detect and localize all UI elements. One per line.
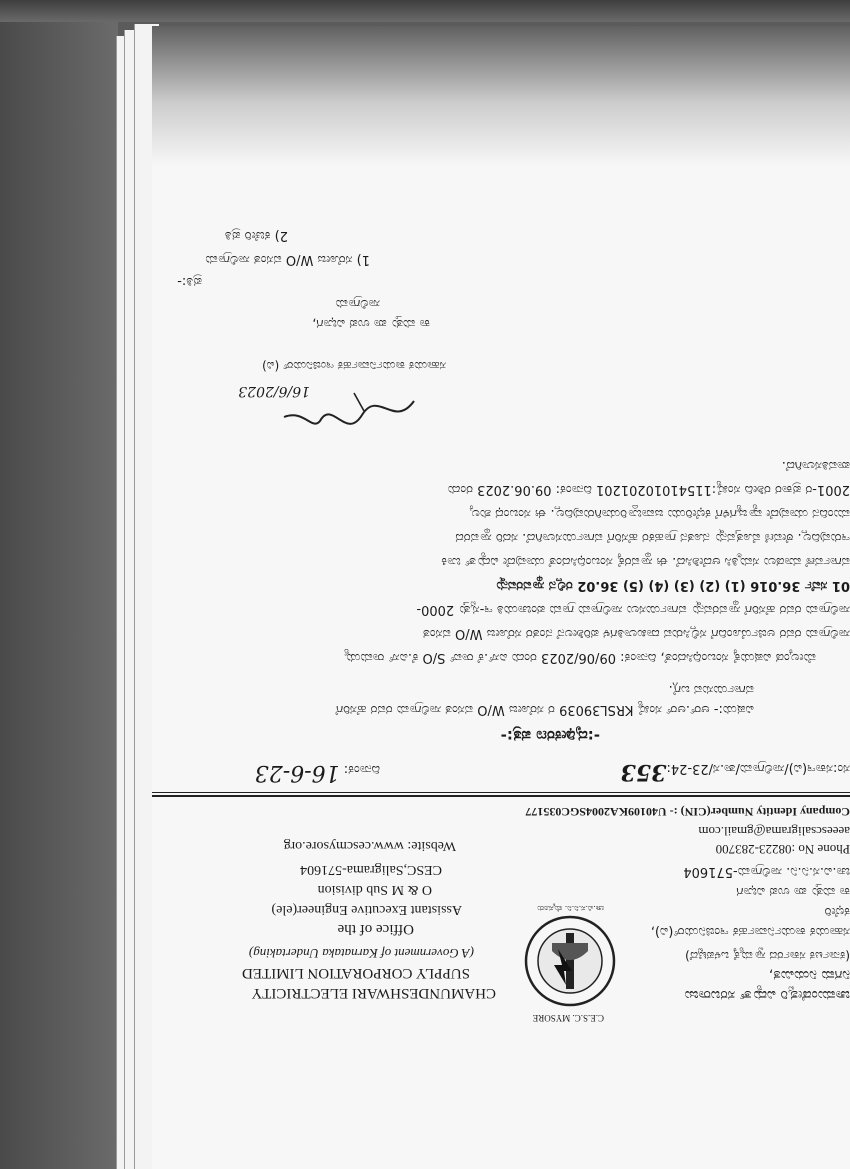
body-line: ಮೇಲ್ಕಂಡ ವಿಷಯಕ್ಕೆ ಸಂಬಂಧಿಸಿದಂತೆ, ದಿನಾಂಕ: 09/06/2023 ರಂದು ಎಸ್.ಕೆ ರಾವ್ S/O ಕೆ.ಎಸ್ ರಾಮಯ್ಯ xyxy=(344,650,816,665)
email-address: aeeescsaligrama@gmail.com xyxy=(698,824,850,839)
letter-content-upside-down xyxy=(152,26,850,1169)
body-line: 2001-ರ ಪ್ರಕಾರ ರಶೀದಿ ಸಂಖ್ಯೆ:11541010201201 ದಿನಾಂಕ: 09.06.2023 ರಂದು xyxy=(447,482,850,497)
letter-subject: ವಿಷಯ:- ಆರ್.ಆರ್ ಸಂಖ್ಯೆ KRSL39039 ರ ಸರೋಜ W/O ವಸಂತ ಸಾಲಿಗ್ರಾಮ ರವರ ಹೆಸರಿಗೆ xyxy=(335,702,754,717)
logo-ring-text: C.E.S.C. MYSORE xyxy=(532,1013,604,1023)
org-name-kn-2: ನಿಗಮ ನಿಯಮಿತ, xyxy=(768,967,850,983)
reference-number: ಸಂ:ಸಕಾಇ(ವಿ)/ಸಾಲಿಗ್ರಾಮ/ತಾ.ಸ/23-24:353 xyxy=(620,759,850,785)
cesc-logo xyxy=(522,904,618,1023)
signature-date-handwritten: 16/6/2023 xyxy=(238,383,310,399)
body-line: ಮುಂದಿನ ಯಾವುದೇ ವ್ಯಾಜ್ಯಗಳಿಗೆ ಕಛೇರಿಯು ಜವಾಬ್ದಾರಿಯಾಗಿರುವುದಿಲ್ಲ. ಈ ಸಂಬಂಧ ಶುಲ್ಕ xyxy=(470,506,850,521)
phone-number: Phone No :08223-283700 xyxy=(715,842,850,857)
copy-to-line: 2) ಕಚೇರಿ ಪ್ರತಿ xyxy=(224,228,288,243)
letter-title: -:ದೃಢೀಕರಣ ಪತ್ರ:- xyxy=(500,727,600,745)
org-undertaking-en: (A Government of Karnataka Undertaking) xyxy=(248,946,474,961)
org-undertaking-kn: (ಕರ್ನಾಟಕ ಸರ್ಕಾರದ ಸ್ವಾಮ್ಯಕ್ಕೆ ಒಳಪಟ್ಟಿದೆ) xyxy=(685,949,850,963)
header-divider xyxy=(152,795,850,797)
reference-handwritten: 353 xyxy=(620,759,667,785)
office-title-en: Assistant Executive Engineer(ele) xyxy=(271,902,462,917)
copy-to-line: 1) ಸರೋಜ W/O ವಸಂತ ಸಾಲಿಗ್ರಾಮ xyxy=(205,252,370,267)
signatory-designation: ಸಹಾಯಕ ಕಾರ್ಯನಿರ್ವಾಹಕ ಇಂಜಿನಿಯರ್ (ವಿ) xyxy=(262,359,446,373)
website: Website: www.cescmysore.org xyxy=(283,838,456,853)
body-line: ಇರುವುದಿಲ್ಲ. ಠೇವಣಿ ಮೊತ್ತವನ್ನು ನೂತನ ಗ್ರಾಹಕರ ಹೆಸರಿಗೆ ವರ್ಗಾಯಿಸಲಾಗಿದೆ. ಸದರಿ ಸ್ಥಾವರದ xyxy=(455,530,850,545)
reference-date-handwritten: 16-6-23 xyxy=(254,760,340,785)
division-en: O & M Sub division xyxy=(317,882,432,897)
body-line: ಪಾವತಿಸಲಾಗಿದೆ. xyxy=(781,458,850,473)
scanner-top-edge xyxy=(0,0,850,22)
place-kn: ಚಾ.ವಿ.ಸ.ನಿ.ನಿ. ಸಾಲಿಗ್ರಾಮ-571604 xyxy=(683,864,850,879)
copy-to-label: ಪ್ರತಿ:- xyxy=(177,274,202,289)
org-name-kn: ಚಾಮುಂಡೇಶ್ವರಿ ವಿದ್ಯುತ್ ಸರಬರಾಜು xyxy=(684,987,850,1003)
letter-page xyxy=(152,26,850,1169)
org-name-en: CHAMUNDESHWARI ELECTRICITY xyxy=(251,985,496,1001)
header-divider-thin xyxy=(152,792,850,793)
office-of-en: Office of the xyxy=(337,921,414,937)
org-name-en-2: SUPPLY CORPORATION LIMITED xyxy=(242,965,470,981)
office-title-kn: ಸಹಾಯಕ ಕಾರ್ಯನಿರ್ವಾಹಕ ಇಂಜಿನಿಯರ್(ವಿ), xyxy=(650,924,850,939)
place-en: CESC,Saligrama-571604 xyxy=(300,862,442,877)
company-cin: Company Identity Number(CIN) :- U40109KA2004SGC035177 xyxy=(525,805,850,819)
signatory-place: ಸಾಲಿಗ್ರಾಮ xyxy=(335,296,380,311)
scanner-bed-edge xyxy=(0,0,118,1169)
signatory-unit: ಕಾ ಮತ್ತು ಪಾ ಉಪ ವಿಭಾಗ, xyxy=(312,316,430,331)
body-line: ಸಾಲಿಗ್ರಾಮ ರವರ ಹೆಸರಿಗೆ ಸ್ಥಾವರವನ್ನು ವರ್ಗಾಯಿಸಲು ಸಾಲಿಗ್ರಾಮ ಗ್ರಾಮ ಪಂಚಾಯತಿ ಇ-ಸ್ವತ್ತು 2000- xyxy=(416,602,850,617)
logo-bottom-text: ಚಾ.ವಿ.ಸ.ನಿ.ನಿ. ಮೈಸೂರು xyxy=(537,904,604,913)
office-kn: ಕಛೇರಿ xyxy=(824,904,850,919)
body-line: ವರ್ಗಾವಣೆ ಮಾಡಲು ಸಮ್ಮತಿಸಿ ಆದೇಶಿಸಿದೆ. ಈ ಸ್ಥಾವರಕ್ಕೆ ಸಂಬಂಧಿಸಿದಂತೆ ಯಾವುದೇ ವಿದ್ಯುತ್ ಬಾಕಿ xyxy=(441,554,850,569)
scan-shadow xyxy=(152,26,850,166)
reference-date: ದಿನಾಂಕ: 16-6-23 xyxy=(254,760,380,785)
body-line: ಸಾಲಿಗ್ರಾಮ ರವರ ಅರ್ಜಿಯೊಂದಿಗೆ ಸಲ್ಲಿಸಿರುವ ದಾಖಲಾತಿಗಳ ಪರಿಶೀಲನೆ ನಂತರ ಸರೋಜ W/O ವಸಂತ xyxy=(423,626,850,641)
letter-subject-cont: ವರ್ಗಾಯಿಸುವ ಬಗ್ಗೆ. xyxy=(668,682,754,697)
body-line: 01 ಸರ್ವೆ 36.016 (1) (2) (3) (4) (5) 36.02 ರಲ್ಲಿನ ಸ್ಥಾವರವನ್ನು xyxy=(494,578,850,593)
division-kn: ಕಾ ಮತ್ತು ಪಾ ಉಪ ವಿಭಾಗ xyxy=(736,884,850,899)
